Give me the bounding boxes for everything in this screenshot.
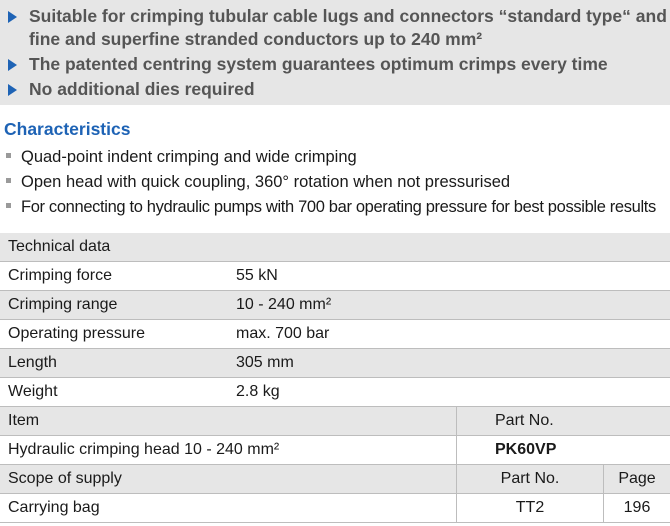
characteristic-item [6,173,510,192]
table-row [0,494,670,523]
scope-header: Scope of supply [0,465,457,494]
arrow-right-icon [8,84,17,96]
characteristic-text: For connecting to hydraulic pumps with 700 bar operating pressure for best possible results [21,198,656,216]
characteristic-text: Quad-point indent crimping and wide crimping [21,148,357,166]
feature-item [8,52,608,76]
characteristic-item [6,148,357,167]
spec-label: Crimping range [0,291,228,320]
spec-value: 305 mm [228,349,670,378]
technical-data-header: Technical data [0,233,670,262]
feature-band [0,0,670,105]
table-header-row [0,233,670,262]
partno-header: Part No. [457,465,604,494]
feature-item [8,77,255,101]
table-row [0,291,670,320]
table-header-row [0,407,670,436]
arrow-right-icon [8,59,17,71]
bullet-square-icon [6,203,11,208]
feature-item-continuation [8,27,482,51]
feature-text: No additional dies required [29,79,255,99]
table-row [0,262,670,291]
bullet-square-icon [6,153,11,158]
spec-label: Crimping force [0,262,228,291]
technical-data-table [0,233,670,523]
feature-item [8,4,667,28]
spec-value: 55 kN [228,262,670,291]
characteristics-heading: Characteristics [4,119,131,139]
spec-label: Length [0,349,228,378]
spec-label: Operating pressure [0,320,228,349]
page-number: 196 [604,494,670,523]
feature-text: The patented centring system guarantees optimum crimps every time [29,54,608,74]
page-header: Page [604,465,670,494]
part-number: PK60VP [457,436,670,465]
partno-header: Part No. [457,407,670,436]
part-number: TT2 [457,494,604,523]
item-name: Hydraulic crimping head 10 - 240 mm² [0,436,457,465]
spec-label: Weight [0,378,228,407]
scope-item: Carrying bag [0,494,457,523]
table-row [0,378,670,407]
item-header: Item [0,407,457,436]
table-row [0,320,670,349]
spec-value: 2.8 kg [228,378,670,407]
characteristic-text: Open head with quick coupling, 360° rotation when not pressurised [21,173,511,191]
bullet-square-icon [6,178,11,183]
table-row [0,349,670,378]
feature-text: fine and superfine stranded conductors up to 240 mm² [29,29,483,49]
spec-value: max. 700 bar [228,320,670,349]
feature-text: Suitable for crimping tubular cable lugs and connectors “standard type“ and [29,6,667,26]
table-row [0,436,670,465]
characteristic-item [6,198,656,217]
table-header-row [0,465,670,494]
spec-value: 10 - 240 mm² [228,291,670,320]
arrow-right-icon [8,11,17,23]
